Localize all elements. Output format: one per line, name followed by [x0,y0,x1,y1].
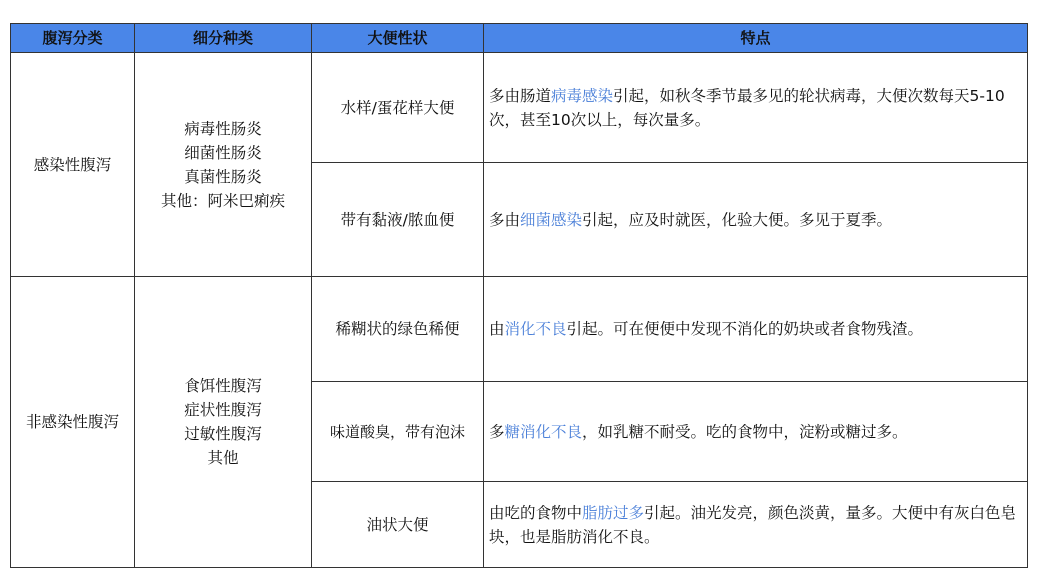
feature-cell [484,163,1028,277]
feature-highlight: 消化不良 [504,320,567,338]
feature-text: 引起，如秋冬季节最多见的轮状病毒，大便次数每天5-10次，甚至10次以上，每次量多。 [489,86,1005,129]
stool-cell: 油状大便 [312,482,484,568]
feature-text: 多由 [489,210,521,229]
feature-text: 由 [489,320,505,338]
subtype-item: 食饵性腹泻 [184,377,262,395]
feature-text: 引起。油光发亮，颜色淡黄，量多。大便中有灰白色皂块，也是脂肪消化不良。 [489,503,1017,546]
diarrhea-classification-table [10,23,1028,568]
header-stool: 大便性状 [312,24,484,53]
feature-highlight: 细菌感染 [520,210,583,229]
stool-cell: 稀糊状的绿色稀便 [312,277,484,382]
category-cell: 感染性腹泻 [11,53,135,277]
feature-cell [484,382,1028,482]
header-feature: 特点 [484,24,1028,53]
subtype-item: 过敏性腹泻 [184,425,262,443]
subtype-cell [135,277,312,568]
stool-cell: 水样/蛋花样大便 [312,53,484,163]
stool-cell: 带有黏液/脓血便 [312,163,484,277]
table-row [11,277,1028,382]
feature-text: ，如乳糖不耐受。吃的食物中，淀粉或糖过多。 [582,422,908,441]
diarrhea-table-container [10,23,1027,568]
subtype-item: 其他：阿米巴痢疾 [160,191,285,210]
feature-text: 引起。可在便便中发现不消化的奶块或者食物残渣。 [566,320,924,338]
table-row [11,53,1028,163]
subtype-item: 细菌性肠炎 [184,143,262,162]
subtype-item: 病毒性肠炎 [184,119,262,138]
feature-cell [484,53,1028,163]
feature-highlight: 病毒感染 [551,86,614,105]
feature-text: 多 [489,422,505,441]
feature-highlight: 脂肪过多 [582,503,645,522]
subtype-item: 真菌性肠炎 [184,167,262,186]
feature-text: 多由肠道 [489,86,552,105]
subtype-item: 其他 [207,449,239,467]
subtype-item: 症状性腹泻 [184,401,262,419]
stool-cell: 味道酸臭，带有泡沫 [312,382,484,482]
subtype-cell [135,53,312,277]
category-cell: 非感染性腹泻 [11,277,135,568]
header-row [11,24,1028,53]
feature-highlight: 糖消化不良 [504,422,583,441]
feature-cell [484,482,1028,568]
feature-text: 由吃的食物中 [489,503,583,522]
header-category: 腹泻分类 [11,24,135,53]
feature-text: 引起，应及时就医，化验大便。多见于夏季。 [582,210,893,229]
header-subtype: 细分种类 [135,24,312,53]
feature-cell [484,277,1028,382]
